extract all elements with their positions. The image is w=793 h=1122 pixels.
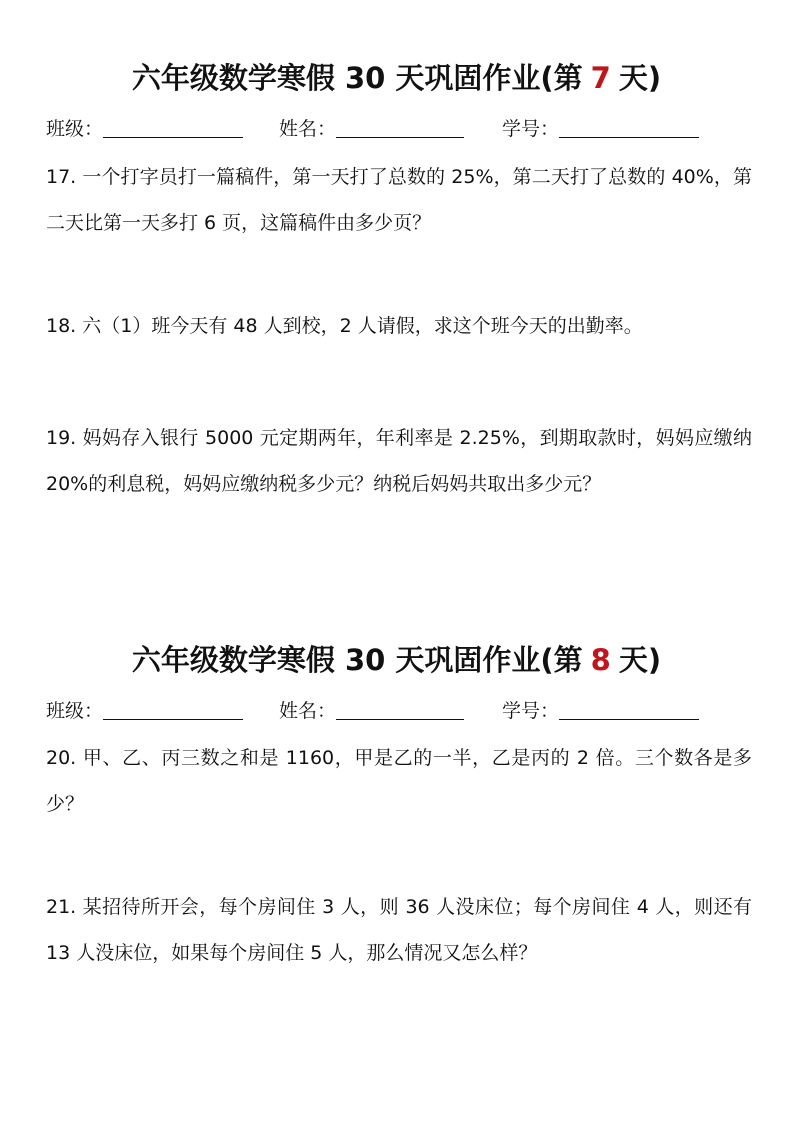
- name-field: [279, 116, 464, 142]
- student-id-blank-line[interactable]: [559, 699, 699, 720]
- student-id-label: 学号：: [502, 700, 560, 722]
- student-id-label: 学号：: [502, 118, 560, 140]
- class-field: [46, 698, 243, 724]
- student-id-field: [502, 698, 699, 724]
- question-18: 18. 六（1）班今天有 48 人到校，2 人请假，求这个班今天的出勤率。: [46, 315, 643, 337]
- class-blank-line[interactable]: [103, 699, 243, 720]
- name-blank-line[interactable]: [336, 699, 464, 720]
- page-title: [0, 640, 793, 680]
- name-label: 姓名：: [279, 118, 337, 140]
- name-field: [279, 698, 464, 724]
- student-info-row: [0, 116, 793, 142]
- question-17: 17. 一个打字员打一篇稿件，第一天打了总数的 25%，第二天打了总数的 40%，第二天比第一天多打 6 页，这篇稿件由多少页？: [46, 166, 752, 234]
- student-id-blank-line[interactable]: [559, 117, 699, 138]
- question-21: 21. 某招待所开会，每个房间住 3 人，则 36 人没床位；每个房间住 4 人，则还有 13 人没床位，如果每个房间住 5 人，那么情况又怎么样？: [46, 896, 752, 964]
- title-suffix: 天): [618, 643, 662, 677]
- day-number: 7: [590, 61, 611, 95]
- class-label: 班级：: [46, 700, 104, 722]
- name-label: 姓名：: [279, 700, 337, 722]
- day-number: 8: [590, 643, 611, 677]
- class-blank-line[interactable]: [103, 117, 243, 138]
- title-prefix: 六年级数学寒假 30 天巩固作业(第: [131, 61, 583, 95]
- student-id-field: [502, 116, 699, 142]
- class-label: 班级：: [46, 118, 104, 140]
- name-blank-line[interactable]: [336, 117, 464, 138]
- page-title: [0, 58, 793, 98]
- title-prefix: 六年级数学寒假 30 天巩固作业(第: [131, 643, 583, 677]
- question-19: 19. 妈妈存入银行 5000 元定期两年，年利率是 2.25%，到期取款时，妈妈应缴纳 20%的利息税，妈妈应缴纳税多少元？纳税后妈妈共取出多少元？: [46, 427, 752, 495]
- student-info-row: [0, 698, 793, 724]
- question-20: 20. 甲、乙、丙三数之和是 1160，甲是乙的一半，乙是丙的 2 倍。三个数各是多少？: [46, 747, 752, 815]
- class-field: [46, 116, 243, 142]
- title-suffix: 天): [618, 61, 662, 95]
